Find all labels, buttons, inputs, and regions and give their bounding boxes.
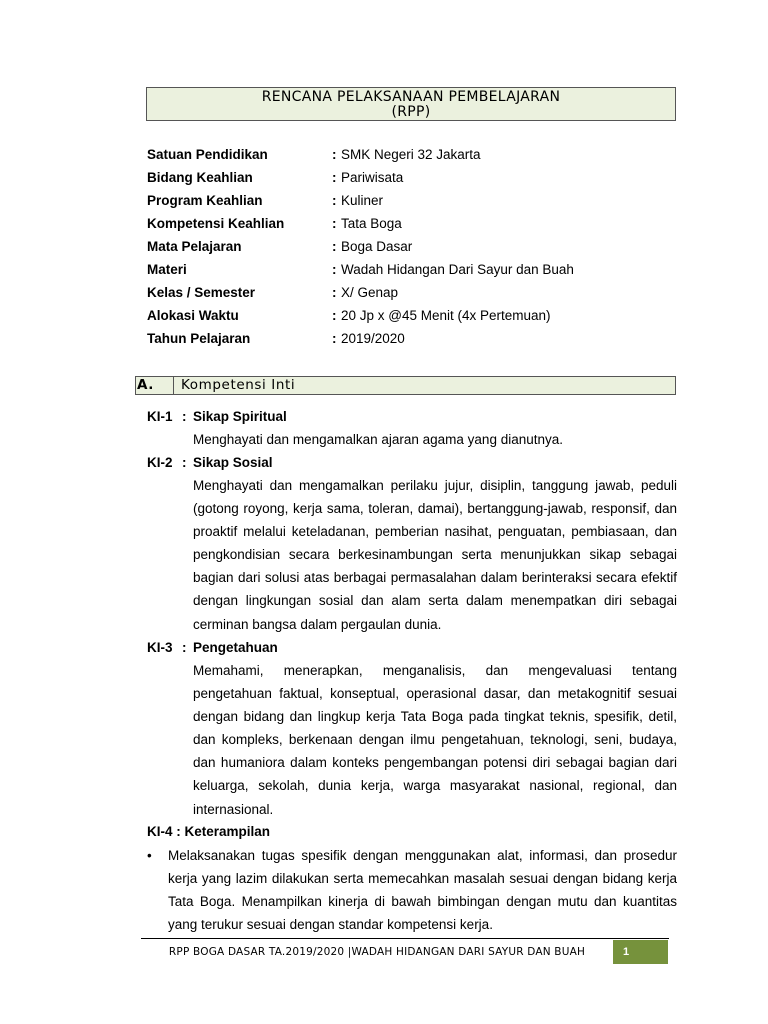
identity-value: SMK Negeri 32 Jakarta — [341, 147, 481, 162]
ki-2-block — [147, 451, 677, 636]
identity-row — [147, 235, 687, 258]
section-letter: A. — [137, 377, 154, 393]
identity-value: Tata Boga — [341, 216, 402, 231]
identity-colon: : — [332, 331, 337, 346]
identity-label: Satuan Pendidikan — [147, 147, 268, 162]
ki-heading — [147, 820, 677, 843]
identity-value: 20 Jp x @45 Menit (4x Pertemuan) — [341, 308, 551, 323]
ki-4-bullet-item — [147, 844, 677, 936]
document-title: RENCANA PELAKSANAAN PEMBELAJARAN — [261, 89, 561, 105]
identity-colon: : — [332, 262, 337, 277]
identity-colon: : — [332, 147, 337, 162]
ki-description: Memahami, menerapkan, menganalisis, dan mengevaluasi tentang pengetahuan faktual, konseptual, operasional dasar, dan metakognitif sesuai dengan bidang dan lingkup kerja Tata Boga pada tingkat teknis, spesifik, detil, dan kompleks, berkenaan dengan ilmu pengetahuan, teknologi, seni, budaya, dan humaniora dalam konteks pengembangan potensi diri sebagai bagian dari keluarga, sekolah, dunia kerja, warga masyarakat nasional, regional, dan internasional. — [193, 663, 677, 817]
identity-label: Bidang Keahlian — [147, 170, 253, 185]
identity-row — [147, 189, 687, 212]
page-number: 1 — [613, 940, 668, 964]
identity-row — [147, 258, 687, 281]
identity-row — [147, 166, 687, 189]
identity-label: Kompetensi Keahlian — [147, 216, 285, 231]
identity-label: Kelas / Semester — [147, 285, 256, 300]
document-title-box — [146, 87, 676, 121]
ki-name: Sikap Sosial — [193, 455, 273, 470]
ki-code: KI-3 — [147, 640, 173, 655]
document-subtitle: (RPP) — [391, 104, 431, 120]
identity-label: Tahun Pelajaran — [147, 331, 251, 346]
identity-value: Kuliner — [341, 193, 384, 208]
ki-heading — [147, 451, 677, 474]
ki-heading — [147, 636, 677, 659]
identity-row — [147, 327, 687, 350]
ki-1-block — [147, 405, 677, 451]
identity-colon: : — [332, 239, 337, 254]
identity-colon: : — [332, 216, 337, 231]
ki-code: KI-1 — [147, 409, 173, 424]
ki-colon: : — [182, 409, 187, 424]
identity-value: Wadah Hidangan Dari Sayur dan Buah — [341, 262, 574, 277]
ki-4-heading: KI-4 : Keterampilan — [147, 824, 271, 839]
identity-value: Boga Dasar — [341, 239, 413, 254]
identity-row — [147, 281, 687, 304]
identity-row — [147, 304, 687, 327]
ki-description: Melaksanakan tugas spesifik dengan menggunakan alat, informasi, dan prosedur kerja yang lazim dilakukan serta memecahkan masalah sesuai dengan bidang kerja Tata Boga. Menampilkan kinerja di bawah bimbingan dengan mutu dan kuantitas yang terukur sesuai dengan standar kompetensi kerja. — [168, 848, 677, 933]
ki-heading — [147, 405, 677, 428]
identity-value: X/ Genap — [341, 285, 399, 300]
identity-label: Alokasi Waktu — [147, 308, 239, 323]
identity-colon: : — [332, 170, 337, 185]
identity-value: Pariwisata — [341, 170, 404, 185]
footer-text: RPP BOGA DASAR TA.2019/2020 |WADAH HIDANGAN DARI SAYUR DAN BUAH — [168, 946, 586, 958]
ki-name: Sikap Spiritual — [193, 409, 287, 424]
section-heading-a — [135, 376, 676, 395]
identity-row — [147, 212, 687, 235]
identity-row — [147, 143, 687, 166]
identity-colon: : — [332, 285, 337, 300]
identity-colon: : — [332, 308, 337, 323]
identity-label: Mata Pelajaran — [147, 239, 242, 254]
ki-3-block — [147, 636, 677, 821]
identity-label: Program Keahlian — [147, 193, 263, 208]
ki-4-block — [147, 820, 677, 843]
section-title: Kompetensi Inti — [181, 377, 296, 393]
ki-description: Menghayati dan mengamalkan perilaku jujur, disiplin, tanggung jawab, peduli (gotong royong, kerja sama, toleran, damai), bertanggung-jawab, responsif, dan proaktif melalui keteladanan, pemberian nasihat, penguatan, pembiasaan, dan pengkondisian secara berkesinambungan serta menunjukkan sikap sebagai bagian dari solusi atas berbagai permasalahan dalam berinteraksi secara efektif dengan lingkungan sosial dan alam serta dalam menempatkan diri sebagai cerminan bangsa dalam pergaulan dunia. — [193, 478, 677, 632]
identity-colon: : — [332, 193, 337, 208]
ki-colon: : — [182, 455, 187, 470]
identity-label: Materi — [147, 262, 187, 277]
identity-table — [147, 143, 687, 350]
section-divider — [173, 377, 174, 394]
ki-colon: : — [182, 640, 187, 655]
ki-description: Menghayati dan mengamalkan ajaran agama yang dianutnya. — [193, 432, 563, 447]
ki-code: KI-2 — [147, 455, 173, 470]
ki-name: Pengetahuan — [193, 640, 278, 655]
bullet-icon: • — [147, 848, 152, 863]
identity-value: 2019/2020 — [341, 331, 405, 346]
footer-divider — [141, 938, 669, 939]
